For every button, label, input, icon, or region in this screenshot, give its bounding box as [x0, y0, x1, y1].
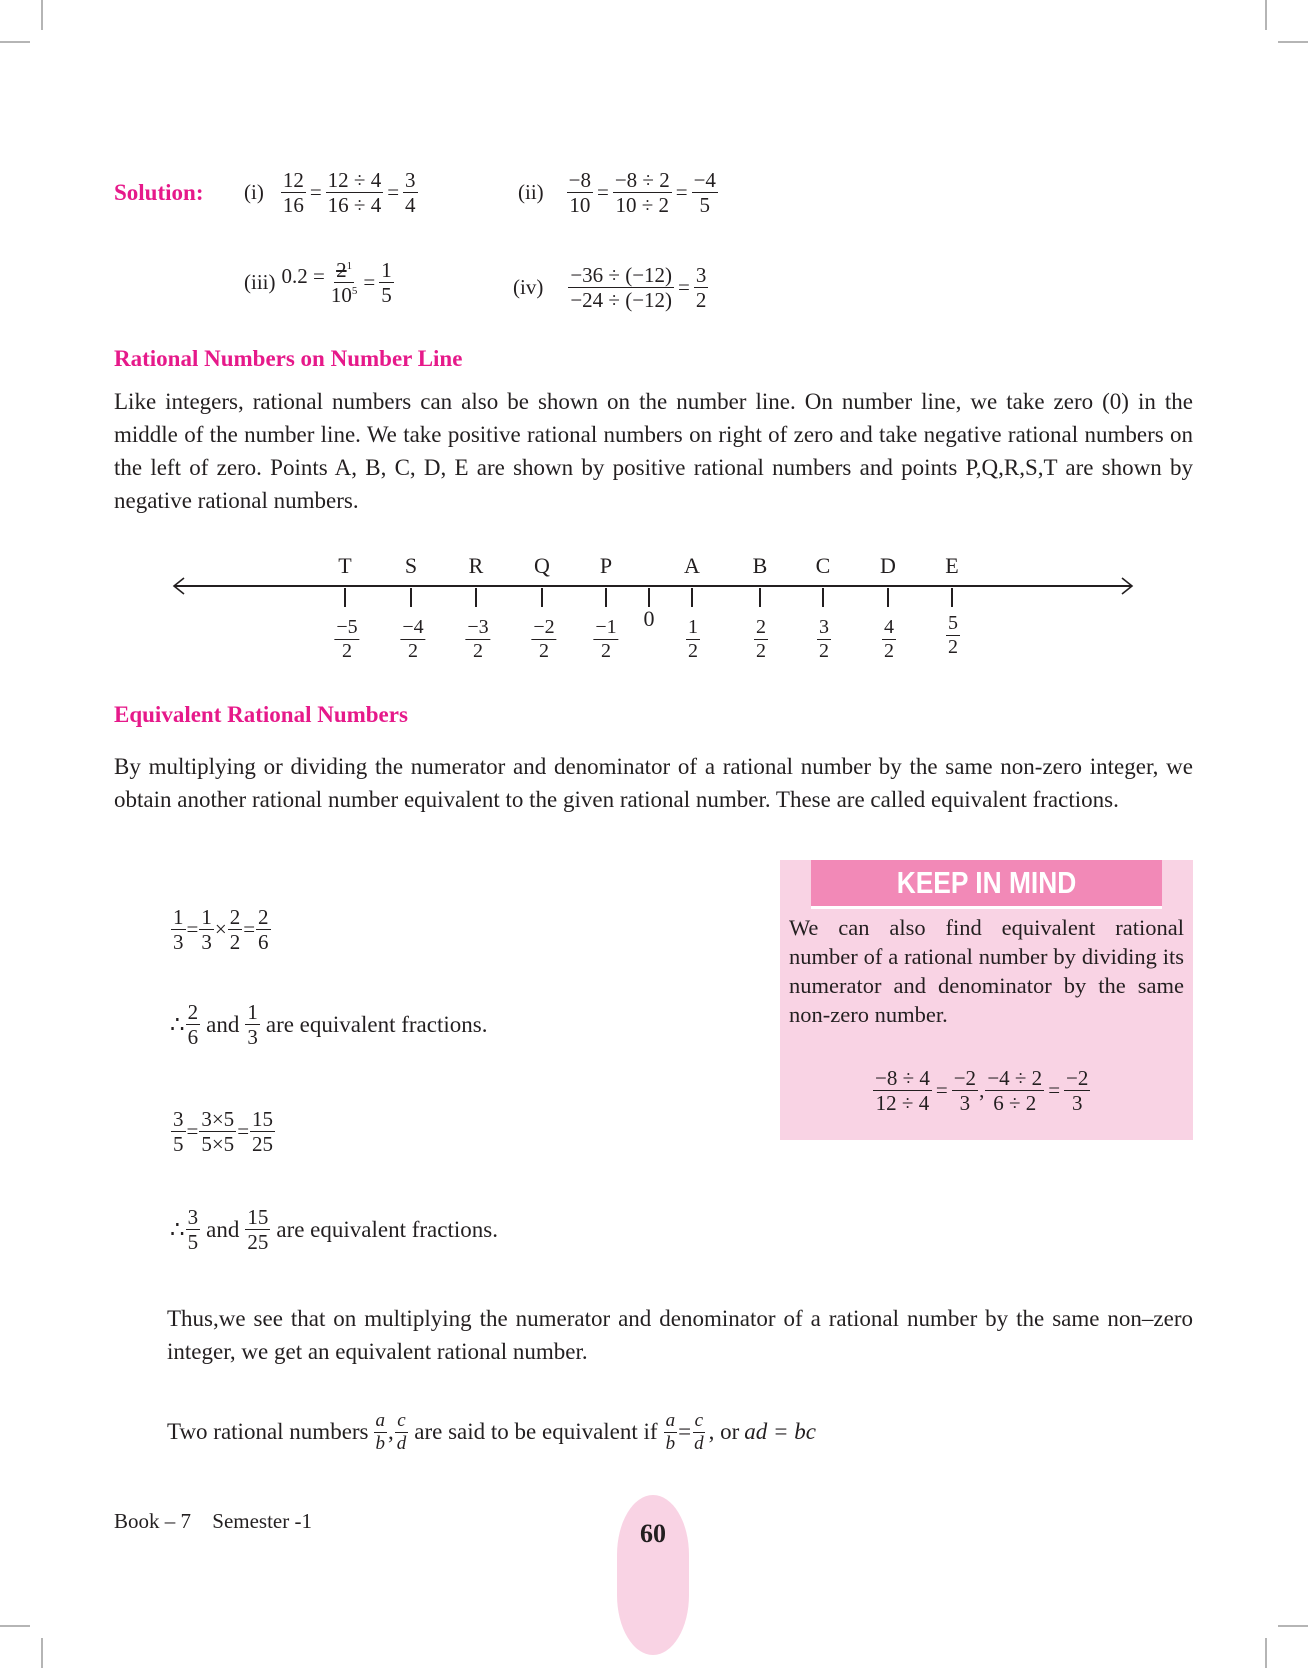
fraction: $\frac{-2}{3}$: [1066, 1066, 1089, 1116]
crop-mark: [1278, 1625, 1308, 1627]
point-label: E: [945, 553, 959, 578]
tick: [475, 588, 477, 607]
zero-tick: [648, 588, 650, 607]
item-number: (iii): [244, 270, 276, 295]
section-heading-number-line: Rational Numbers on Number Line: [114, 346, 463, 371]
section-paragraph: Like integers, rational numbers can also be shown on the number line. On number line, we take zero (0) in the middle of the number line. We take positive rational numbers on right of zero and take negative rational numbers on the left of zero. Points A, B, C, D, E are shown by positive rational numbers and points P,Q,R,S,T are shown by negative rational numbers.: [114, 389, 1193, 513]
fraction: $\frac{12 \div 4}{16 \div 4}$: [327, 168, 382, 218]
tick: [951, 588, 953, 607]
equation-2: $\frac{3}{5}$ = $\frac{3\times 5}{5\times 5}$ = $\frac{15}{25}$: [173, 1107, 274, 1157]
page-number: 60: [640, 1519, 666, 1548]
fraction: $\frac{a}{b}$: [375, 1410, 386, 1454]
point-value: $\frac{2}{2}$: [756, 616, 766, 662]
page-number-badge: [617, 1495, 689, 1655]
fraction: $\frac{12}{16}$: [282, 168, 304, 218]
keep-in-mind-text: We can also find equivalent rational number of a rational number by dividing its numerator and denominator by the same non-zero number.: [789, 915, 1184, 1027]
keep-in-mind-example: $\frac{-8 \div 4}{12 \div 4}$ = $\frac{-2}{3}$ , $\frac{-4 \div 2}{6 \div 2}$ = $\frac{-2}{3}$: [875, 1066, 1089, 1116]
point-value: $\frac{3}{2}$: [819, 616, 829, 662]
point-label: T: [338, 553, 352, 578]
equation-1: $\frac{1}{3}$ = $\frac{1}{3}$ × $\frac{2}{2}$ = $\frac{2}{6}$: [173, 905, 269, 955]
fraction: $\frac{2^1}{10^5}$: [330, 258, 358, 308]
point-value: $\frac{-3}{2}$: [467, 616, 489, 662]
point-label: P: [599, 553, 613, 578]
fraction: $\frac{3\times 5}{5\times 5}$: [201, 1107, 235, 1157]
fraction: $\frac{c}{d}$: [694, 1410, 704, 1454]
footer-book-info: [114, 1509, 312, 1534]
therefore-statement-2: ∴ $\frac{3}{5}$ and $\frac{15}{25}$ are equivalent fractions.: [170, 1205, 498, 1255]
fraction: $\frac{2}{6}$: [187, 1000, 199, 1050]
point-label: A: [684, 553, 700, 578]
crop-mark: [0, 1625, 30, 1627]
book-label: Book – 7: [114, 1509, 192, 1533]
fraction: $\frac{1}{3}$: [173, 905, 184, 955]
point-value: $\frac{-2}{2}$: [533, 616, 555, 662]
solution-item-ii: (ii) $\frac{-8}{10}$ = $\frac{-8 \div 2}{10 \div 2}$ = $\frac{-4}{5}$: [518, 168, 716, 218]
fraction: $\frac{-4 \div 2}{6 \div 2}$: [987, 1066, 1043, 1116]
point-value: $\frac{-4}{2}$: [402, 616, 424, 662]
fraction: $\frac{c}{d}$: [396, 1410, 407, 1454]
fraction: $\frac{1}{3}$: [201, 905, 212, 955]
tick: [541, 588, 543, 607]
fraction: $\frac{-4}{5}$: [693, 168, 716, 218]
zero-label: 0: [643, 606, 655, 631]
fraction: $\frac{3}{5}$: [187, 1205, 199, 1255]
point-value: $\frac{1}{2}$: [688, 616, 698, 662]
fraction: $\frac{-8}{10}$: [568, 168, 591, 218]
item-number: (i): [244, 180, 264, 205]
point-label: R: [468, 553, 484, 578]
fraction: $\frac{3}{4}$: [405, 168, 416, 218]
fraction: $\frac{15}{25}$: [252, 1107, 274, 1157]
item-number: (ii): [518, 180, 544, 205]
point-label: B: [752, 553, 768, 578]
item-number: (iv): [513, 275, 544, 300]
definition-statement: Two rational numbers $\frac{a}{b}$ , $\frac{c}{d}$ are said to be equivalent if $\frac{a}{b}$ = $\frac{c}{d}$ , or ad = bc: [167, 1410, 816, 1454]
point-label: D: [880, 553, 896, 578]
tick: [691, 588, 693, 607]
fraction: $\frac{-2}{3}$: [953, 1066, 977, 1116]
fraction: $\frac{3}{5}$: [173, 1107, 184, 1157]
tick: [887, 588, 889, 607]
fraction: $\frac{-8 \div 2}{10 \div 2}$: [614, 168, 670, 218]
solution-item-iii: (iii) 0.2 = $\frac{2^1}{10^5}$ = $\frac{1}{5}$: [244, 258, 392, 308]
point-label: Q: [534, 553, 550, 578]
fraction: $\frac{1}{3}$: [247, 1000, 258, 1050]
number-line-axis: [170, 574, 1136, 598]
keep-in-mind-title: KEEP IN MIND: [811, 860, 1162, 909]
fraction: $\frac{2}{6}$: [258, 905, 269, 955]
keep-in-mind-box: [780, 860, 1193, 1140]
tick: [605, 588, 607, 607]
semester-label: Semester -1: [212, 1509, 312, 1533]
point-label: C: [815, 553, 831, 578]
solution-item-i: (i) $\frac{12}{16}$ = $\frac{12 \div 4}{16 \div 4}$ = $\frac{3}{4}$: [244, 168, 416, 218]
point-value: $\frac{-1}{2}$: [595, 616, 617, 662]
fraction: $\frac{2}{2}$: [229, 905, 241, 955]
number-line: [0, 0, 1308, 700]
tick: [759, 588, 761, 607]
point-value: $\frac{-5}{2}$: [336, 616, 358, 662]
fraction: $\frac{1}{5}$: [381, 258, 392, 308]
conclusion-paragraph: Thus,we see that on multiplying the numerator and denominator of a rational number by the same non–zero integer, we get an equivalent rational number.: [167, 1306, 1193, 1364]
solution-label: Solution:: [114, 180, 204, 205]
solution-item-iv: (iv) $\frac{-36 \div (-12)}{-24 \div (-12)}$ = $\frac{3}{2}$: [513, 263, 707, 313]
fraction: $\frac{3}{2}$: [695, 263, 707, 313]
fraction: $\frac{-36 \div (-12)}{-24 \div (-12)}$: [570, 263, 673, 313]
tick: [344, 588, 346, 607]
tick: [410, 588, 412, 607]
section-heading-equivalent: Equivalent Rational Numbers: [114, 702, 408, 727]
therefore-statement-1: ∴ $\frac{2}{6}$ and $\frac{1}{3}$ are equivalent fractions.: [170, 1000, 488, 1050]
tick: [822, 588, 824, 607]
fraction: $\frac{15}{25}$: [247, 1205, 269, 1255]
crop-mark: [1265, 1638, 1267, 1668]
crop-mark: [41, 1638, 43, 1668]
section-paragraph: By multiplying or dividing the numerator and denominator of a rational number by the same non-zero integer, we obtain another rational number equivalent to the given rational number. These are called equivalent fractions.: [114, 754, 1193, 812]
point-value: $\frac{4}{2}$: [884, 616, 894, 662]
fraction: $\frac{a}{b}$: [665, 1410, 676, 1454]
point-label: S: [404, 553, 418, 578]
point-value: $\frac{5}{2}$: [948, 612, 958, 658]
fraction: $\frac{-8 \div 4}{12 \div 4}$: [875, 1066, 930, 1116]
